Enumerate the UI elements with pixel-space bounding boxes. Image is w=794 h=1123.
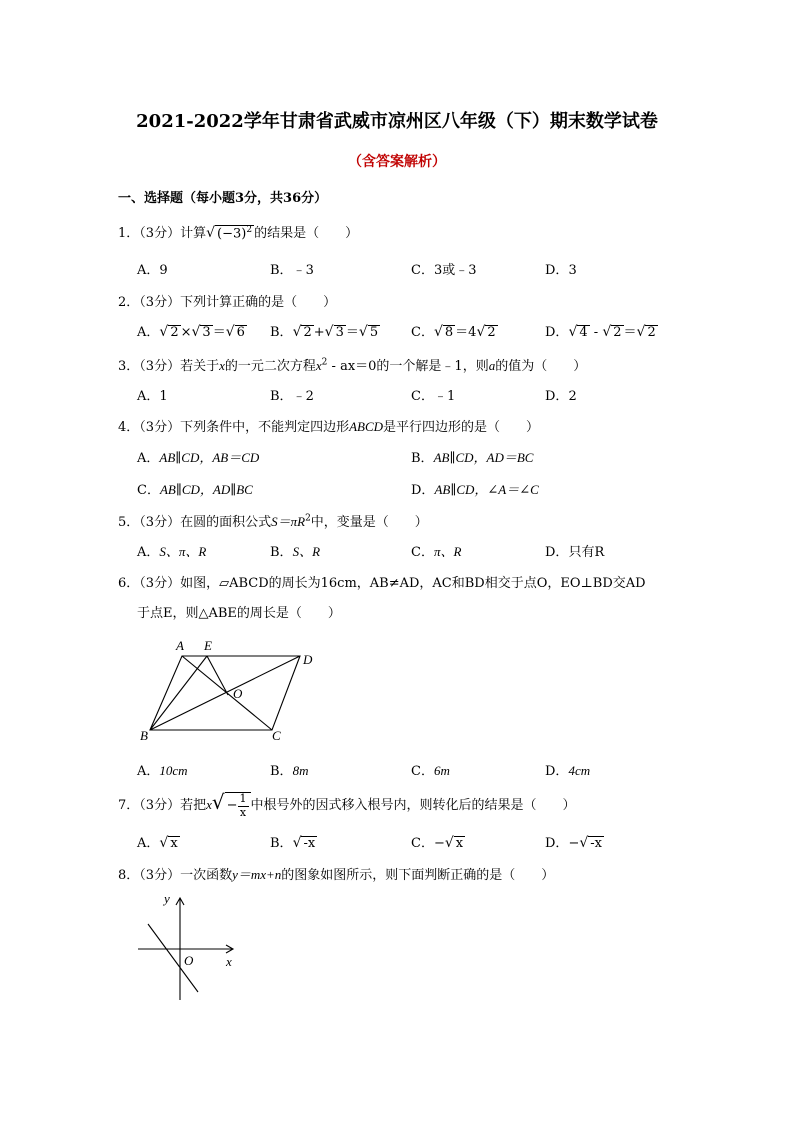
q1-option-d: D．3 <box>545 263 577 278</box>
figure-label-d: D <box>303 652 313 667</box>
graph-label-y: y <box>164 891 170 906</box>
q7-option-d: D．−√ -x <box>545 835 602 851</box>
q2-option-a: A．√ 2 ×√ 3 ＝√ 6 <box>137 324 245 340</box>
parallelogram-figure <box>130 632 330 747</box>
q5-option-c: C．π、R <box>411 544 462 560</box>
q5-option-a: A．S、π、R <box>137 544 207 560</box>
figure-label-a: A <box>176 638 184 653</box>
q4-option-a: A．AB∥CD，AB＝CD <box>137 450 260 466</box>
q2-option-c: C．√ 8 ＝4√ 2 <box>411 324 496 340</box>
figure-label-e: E <box>204 638 212 653</box>
q4-option-d: D．AB∥CD，∠A＝∠C <box>411 482 539 498</box>
question-4-stem: 4．（3分）下列条件中，不能判定四边形ABCD是平行四边形的是（ ） <box>118 419 540 435</box>
q6-option-b: B．8m <box>270 763 309 779</box>
page-subtitle: （含答案解析） <box>348 154 446 170</box>
section-heading: 一、选择题（每小题3分，共36分） <box>118 191 328 206</box>
figure-label-c: C <box>272 728 281 743</box>
figure-label-b: B <box>140 728 148 743</box>
question-8-stem: 8．（3分）一次函数y＝mx+n的图象如图所示，则下面判断正确的是（ ） <box>118 867 555 883</box>
q6-option-a: A．10cm <box>137 763 188 779</box>
q6-option-c: C．6m <box>411 763 450 779</box>
graph-label-x: x <box>226 954 232 969</box>
graph-label-origin: O <box>184 953 194 968</box>
q1-option-c: C．3或﹣3 <box>411 263 477 278</box>
page-title: 2021-2022学年甘肃省武威市凉州区八年级（下）期末数学试卷 <box>136 111 658 132</box>
q7-option-c: C．−√ x <box>411 835 464 851</box>
question-6-stem-line2: 于点E，则△ABE的周长是（ ） <box>137 606 341 621</box>
question-1-stem: 1．（3分）计算√ $(-3)^2$ 的结果是（ ） <box>118 224 359 241</box>
figure-label-o: O <box>233 686 243 701</box>
q5-option-d: D．只有R <box>545 545 605 560</box>
q6-option-d: D．4cm <box>545 763 591 779</box>
question-5-stem: 5．（3分）在圆的面积公式$S=\pi R^2$中，变量是（ ） <box>118 513 428 530</box>
question-3-stem: 3．（3分）若关于x的一元二次方程$x^2 - ax=0$的一个解是﹣1，则a的值为（ ） <box>118 357 587 374</box>
q3-option-b: B．﹣2 <box>270 389 314 404</box>
q7-option-b: B．√ -x <box>270 835 316 851</box>
q5-option-b: B．S、R <box>270 544 321 560</box>
q3-option-c: C．﹣1 <box>411 389 456 404</box>
q1-option-b: B．﹣3 <box>270 263 314 278</box>
linear-function-graph <box>128 888 248 1006</box>
q4-option-c: C．AB∥CD，AD∥BC <box>137 482 253 498</box>
q4-option-b: B．AB∥CD，AD＝BC <box>411 450 534 466</box>
question-7-stem: 7．（3分）若把x√ − $\frac{1}{x}$ 中根号外的因式移入根号内，则转化后的结果是（ ） <box>118 790 576 819</box>
q7-option-a: A．√ x <box>137 835 178 851</box>
q3-option-a: A．1 <box>137 389 168 404</box>
q2-option-d: D．√ 4 - √ 2 ＝√ 2 <box>545 324 656 340</box>
question-2-stem: 2．（3分）下列计算正确的是（ ） <box>118 295 337 310</box>
q3-option-d: D．2 <box>545 389 577 404</box>
q1-option-a: A．9 <box>137 263 168 278</box>
q2-option-b: B．√ 2 +√ 3 ＝√ 5 <box>270 324 379 340</box>
question-6-stem-line1: 6．（3分）如图，▱ABCD的周长为16cm，AB≠AD，AC和BD相交于点O，EO⊥BD交AD <box>118 576 646 591</box>
